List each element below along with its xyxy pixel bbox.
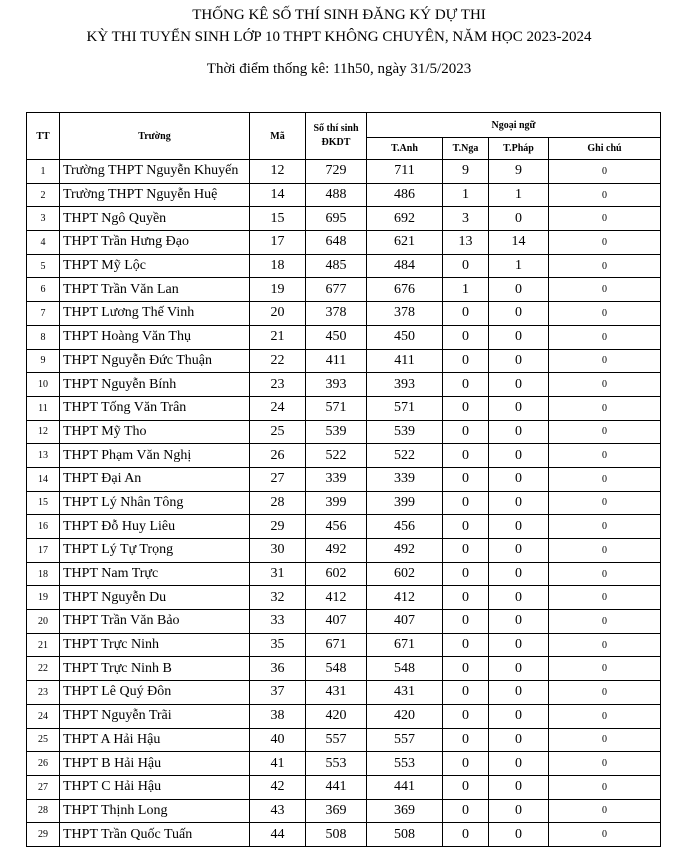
table-row	[27, 278, 661, 302]
cell-ma: 25	[250, 420, 306, 444]
cell-t-anh: 571	[367, 396, 443, 420]
cell-so-thi-sinh: 508	[306, 823, 367, 847]
cell-truong: THPT Nam Trực	[60, 562, 250, 586]
cell-tt: 7	[27, 302, 60, 326]
cell-truong: THPT Trần Hưng Đạo	[60, 231, 250, 255]
cell-tt: 28	[27, 799, 60, 823]
cell-t-nga: 0	[443, 349, 489, 373]
cell-t-phap: 0	[489, 823, 549, 847]
cell-ma: 43	[250, 799, 306, 823]
cell-t-nga: 0	[443, 539, 489, 563]
cell-ghi-chu: 0	[549, 704, 661, 728]
cell-ghi-chu: 0	[549, 183, 661, 207]
cell-t-phap: 1	[489, 254, 549, 278]
cell-truong: THPT Nguyễn Đức Thuận	[60, 349, 250, 373]
cell-t-nga: 1	[443, 183, 489, 207]
cell-t-anh: 369	[367, 799, 443, 823]
cell-t-phap: 0	[489, 302, 549, 326]
table-row	[27, 728, 661, 752]
cell-t-nga: 0	[443, 775, 489, 799]
table-row	[27, 657, 661, 681]
cell-truong: THPT Lương Thế Vinh	[60, 302, 250, 326]
cell-so-thi-sinh: 441	[306, 775, 367, 799]
cell-ghi-chu: 0	[549, 562, 661, 586]
table-row	[27, 610, 661, 634]
table-row	[27, 373, 661, 397]
cell-t-nga: 0	[443, 302, 489, 326]
cell-tt: 6	[27, 278, 60, 302]
table-row	[27, 302, 661, 326]
cell-ghi-chu: 0	[549, 610, 661, 634]
cell-ma: 15	[250, 207, 306, 231]
statistics-time: Thời điểm thống kê: 11h50, ngày 31/5/2023	[206, 61, 472, 77]
cell-tt: 15	[27, 491, 60, 515]
cell-ma: 40	[250, 728, 306, 752]
cell-t-anh: 412	[367, 586, 443, 610]
cell-t-phap: 0	[489, 278, 549, 302]
cell-so-thi-sinh: 553	[306, 752, 367, 776]
cell-t-nga: 9	[443, 160, 489, 184]
cell-tt: 27	[27, 775, 60, 799]
cell-ghi-chu: 0	[549, 231, 661, 255]
cell-ma: 33	[250, 610, 306, 634]
cell-tt: 23	[27, 681, 60, 705]
header-t-anh: T.Anh	[367, 138, 443, 160]
cell-so-thi-sinh: 488	[306, 183, 367, 207]
cell-ma: 22	[250, 349, 306, 373]
cell-ghi-chu: 0	[549, 396, 661, 420]
table-row	[27, 633, 661, 657]
cell-truong: THPT Nguyễn Du	[60, 586, 250, 610]
cell-so-thi-sinh: 571	[306, 396, 367, 420]
cell-ma: 28	[250, 491, 306, 515]
header-t-nga: T.Nga	[443, 138, 489, 160]
cell-truong: THPT Đỗ Huy Liêu	[60, 515, 250, 539]
cell-t-nga: 0	[443, 681, 489, 705]
cell-tt: 1	[27, 160, 60, 184]
cell-so-thi-sinh: 456	[306, 515, 367, 539]
cell-tt: 9	[27, 349, 60, 373]
cell-t-nga: 0	[443, 491, 489, 515]
cell-t-phap: 0	[489, 799, 549, 823]
cell-t-nga: 0	[443, 515, 489, 539]
cell-t-phap: 0	[489, 728, 549, 752]
cell-ghi-chu: 0	[549, 302, 661, 326]
cell-tt: 24	[27, 704, 60, 728]
table-row	[27, 396, 661, 420]
cell-tt: 10	[27, 373, 60, 397]
cell-t-nga: 0	[443, 586, 489, 610]
cell-t-anh: 522	[367, 444, 443, 468]
cell-ma: 24	[250, 396, 306, 420]
table-row	[27, 515, 661, 539]
cell-t-anh: 431	[367, 681, 443, 705]
cell-so-thi-sinh: 729	[306, 160, 367, 184]
table-row	[27, 349, 661, 373]
cell-t-phap: 14	[489, 231, 549, 255]
table-row	[27, 562, 661, 586]
table-row	[27, 681, 661, 705]
cell-t-nga: 0	[443, 704, 489, 728]
cell-t-anh: 557	[367, 728, 443, 752]
table-row	[27, 775, 661, 799]
cell-t-phap: 0	[489, 775, 549, 799]
cell-t-phap: 0	[489, 633, 549, 657]
cell-t-nga: 0	[443, 752, 489, 776]
cell-ghi-chu: 0	[549, 467, 661, 491]
cell-truong: THPT Trần Văn Bảo	[60, 610, 250, 634]
table-row	[27, 444, 661, 468]
table-row	[27, 539, 661, 563]
cell-so-thi-sinh: 407	[306, 610, 367, 634]
cell-t-nga: 3	[443, 207, 489, 231]
cell-ghi-chu: 0	[549, 444, 661, 468]
cell-t-anh: 441	[367, 775, 443, 799]
cell-ma: 20	[250, 302, 306, 326]
cell-ghi-chu: 0	[549, 207, 661, 231]
header-ngoai-ngu: Ngoại ngữ	[367, 113, 661, 138]
cell-t-nga: 0	[443, 562, 489, 586]
cell-so-thi-sinh: 522	[306, 444, 367, 468]
cell-ma: 23	[250, 373, 306, 397]
cell-ghi-chu: 0	[549, 586, 661, 610]
cell-t-phap: 0	[489, 420, 549, 444]
cell-tt: 22	[27, 657, 60, 681]
cell-t-phap: 0	[489, 207, 549, 231]
cell-ghi-chu: 0	[549, 515, 661, 539]
cell-tt: 14	[27, 467, 60, 491]
cell-t-phap: 0	[489, 586, 549, 610]
cell-truong: THPT B Hải Hậu	[60, 752, 250, 776]
cell-t-nga: 0	[443, 254, 489, 278]
cell-ma: 30	[250, 539, 306, 563]
cell-so-thi-sinh: 411	[306, 349, 367, 373]
cell-t-phap: 0	[489, 515, 549, 539]
cell-t-anh: 456	[367, 515, 443, 539]
table-row	[27, 467, 661, 491]
table-row	[27, 704, 661, 728]
header-ma: Mã	[250, 113, 306, 160]
cell-truong: THPT Trần Văn Lan	[60, 278, 250, 302]
cell-t-anh: 508	[367, 823, 443, 847]
cell-truong: THPT Hoàng Văn Thụ	[60, 325, 250, 349]
cell-ghi-chu: 0	[549, 775, 661, 799]
table-body	[27, 160, 661, 847]
cell-t-anh: 692	[367, 207, 443, 231]
cell-t-phap: 0	[489, 396, 549, 420]
cell-ghi-chu: 0	[549, 420, 661, 444]
cell-ghi-chu: 0	[549, 539, 661, 563]
cell-ghi-chu: 0	[549, 823, 661, 847]
cell-t-phap: 0	[489, 467, 549, 491]
cell-so-thi-sinh: 378	[306, 302, 367, 326]
cell-so-thi-sinh: 485	[306, 254, 367, 278]
cell-truong: THPT Lý Nhân Tông	[60, 491, 250, 515]
cell-t-anh: 553	[367, 752, 443, 776]
cell-truong: THPT Mỹ Lộc	[60, 254, 250, 278]
cell-ghi-chu: 0	[549, 752, 661, 776]
cell-tt: 20	[27, 610, 60, 634]
cell-t-nga: 0	[443, 799, 489, 823]
cell-ghi-chu: 0	[549, 349, 661, 373]
cell-t-nga: 1	[443, 278, 489, 302]
cell-tt: 26	[27, 752, 60, 776]
cell-t-anh: 393	[367, 373, 443, 397]
cell-truong: Trường THPT Nguyễn Khuyến	[60, 160, 250, 184]
cell-truong: THPT Trực Ninh B	[60, 657, 250, 681]
cell-t-anh: 711	[367, 160, 443, 184]
cell-t-phap: 0	[489, 539, 549, 563]
cell-truong: THPT Ngô Quyền	[60, 207, 250, 231]
cell-so-thi-sinh: 369	[306, 799, 367, 823]
cell-so-thi-sinh: 671	[306, 633, 367, 657]
cell-t-anh: 407	[367, 610, 443, 634]
cell-t-nga: 13	[443, 231, 489, 255]
cell-so-thi-sinh: 539	[306, 420, 367, 444]
cell-ma: 36	[250, 657, 306, 681]
cell-t-anh: 450	[367, 325, 443, 349]
cell-truong: THPT A Hải Hậu	[60, 728, 250, 752]
cell-ghi-chu: 0	[549, 633, 661, 657]
cell-truong: THPT Thịnh Long	[60, 799, 250, 823]
header-t-phap: T.Pháp	[489, 138, 549, 160]
table-row	[27, 160, 661, 184]
table-row	[27, 325, 661, 349]
cell-t-nga: 0	[443, 467, 489, 491]
cell-truong: THPT Mỹ Tho	[60, 420, 250, 444]
cell-ma: 31	[250, 562, 306, 586]
cell-t-phap: 0	[489, 562, 549, 586]
cell-t-nga: 0	[443, 396, 489, 420]
cell-t-phap: 0	[489, 657, 549, 681]
table-row	[27, 799, 661, 823]
header-ghi-chu: Ghi chú	[549, 138, 661, 160]
cell-so-thi-sinh: 695	[306, 207, 367, 231]
cell-ma: 21	[250, 325, 306, 349]
table-row	[27, 586, 661, 610]
cell-tt: 25	[27, 728, 60, 752]
cell-tt: 21	[27, 633, 60, 657]
cell-tt: 5	[27, 254, 60, 278]
cell-ma: 44	[250, 823, 306, 847]
table-row	[27, 752, 661, 776]
cell-tt: 16	[27, 515, 60, 539]
cell-truong: Trường THPT Nguyễn Huệ	[60, 183, 250, 207]
title-line-1: THỐNG KÊ SỐ THÍ SINH ĐĂNG KÝ DỰ THI	[192, 7, 486, 23]
table-row	[27, 491, 661, 515]
cell-t-phap: 0	[489, 752, 549, 776]
cell-truong: THPT Lý Tự Trọng	[60, 539, 250, 563]
cell-ghi-chu: 0	[549, 491, 661, 515]
cell-t-anh: 492	[367, 539, 443, 563]
cell-truong: THPT Trần Quốc Tuấn	[60, 823, 250, 847]
cell-ma: 14	[250, 183, 306, 207]
cell-ma: 41	[250, 752, 306, 776]
cell-t-phap: 1	[489, 183, 549, 207]
cell-ghi-chu: 0	[549, 681, 661, 705]
cell-so-thi-sinh: 450	[306, 325, 367, 349]
table-row	[27, 420, 661, 444]
cell-ghi-chu: 0	[549, 278, 661, 302]
cell-ma: 37	[250, 681, 306, 705]
cell-ma: 12	[250, 160, 306, 184]
cell-ghi-chu: 0	[549, 799, 661, 823]
header-truong: Trường	[60, 113, 250, 160]
cell-t-nga: 0	[443, 633, 489, 657]
cell-t-anh: 339	[367, 467, 443, 491]
cell-so-thi-sinh: 412	[306, 586, 367, 610]
cell-so-thi-sinh: 548	[306, 657, 367, 681]
cell-tt: 18	[27, 562, 60, 586]
cell-tt: 29	[27, 823, 60, 847]
cell-ghi-chu: 0	[549, 325, 661, 349]
cell-t-nga: 0	[443, 420, 489, 444]
cell-ma: 19	[250, 278, 306, 302]
cell-tt: 17	[27, 539, 60, 563]
cell-ghi-chu: 0	[549, 657, 661, 681]
cell-t-nga: 0	[443, 444, 489, 468]
table-row	[27, 207, 661, 231]
cell-t-nga: 0	[443, 823, 489, 847]
cell-ghi-chu: 0	[549, 254, 661, 278]
cell-ma: 17	[250, 231, 306, 255]
cell-so-thi-sinh: 393	[306, 373, 367, 397]
cell-t-phap: 0	[489, 704, 549, 728]
cell-ghi-chu: 0	[549, 160, 661, 184]
cell-t-anh: 486	[367, 183, 443, 207]
title-line-2: KỲ THI TUYỂN SINH LỚP 10 THPT KHÔNG CHUYÊN, NĂM HỌC 2023-2024	[86, 29, 592, 45]
cell-t-anh: 420	[367, 704, 443, 728]
cell-so-thi-sinh: 648	[306, 231, 367, 255]
cell-t-nga: 0	[443, 373, 489, 397]
cell-tt: 11	[27, 396, 60, 420]
table-row	[27, 254, 661, 278]
header-so-thi-sinh: Số thí sinh ĐKDT	[306, 113, 367, 160]
table-row	[27, 823, 661, 847]
cell-t-anh: 671	[367, 633, 443, 657]
cell-t-anh: 621	[367, 231, 443, 255]
cell-truong: THPT Tống Văn Trân	[60, 396, 250, 420]
cell-tt: 4	[27, 231, 60, 255]
cell-tt: 8	[27, 325, 60, 349]
cell-t-phap: 0	[489, 681, 549, 705]
cell-truong: THPT Trực Ninh	[60, 633, 250, 657]
cell-ma: 26	[250, 444, 306, 468]
cell-so-thi-sinh: 339	[306, 467, 367, 491]
cell-truong: THPT C Hải Hậu	[60, 775, 250, 799]
cell-ma: 32	[250, 586, 306, 610]
cell-ma: 42	[250, 775, 306, 799]
cell-truong: THPT Phạm Văn Nghị	[60, 444, 250, 468]
cell-t-anh: 484	[367, 254, 443, 278]
cell-t-nga: 0	[443, 325, 489, 349]
cell-t-phap: 0	[489, 444, 549, 468]
cell-t-phap: 0	[489, 373, 549, 397]
cell-t-nga: 0	[443, 728, 489, 752]
cell-t-phap: 9	[489, 160, 549, 184]
cell-ma: 18	[250, 254, 306, 278]
table-row	[27, 183, 661, 207]
cell-so-thi-sinh: 492	[306, 539, 367, 563]
cell-tt: 12	[27, 420, 60, 444]
cell-t-anh: 548	[367, 657, 443, 681]
cell-t-phap: 0	[489, 491, 549, 515]
cell-so-thi-sinh: 677	[306, 278, 367, 302]
cell-ghi-chu: 0	[549, 728, 661, 752]
cell-t-anh: 378	[367, 302, 443, 326]
cell-t-anh: 399	[367, 491, 443, 515]
cell-so-thi-sinh: 399	[306, 491, 367, 515]
registration-table	[26, 112, 661, 847]
cell-so-thi-sinh: 431	[306, 681, 367, 705]
cell-tt: 19	[27, 586, 60, 610]
cell-tt: 3	[27, 207, 60, 231]
cell-truong: THPT Nguyễn Trãi	[60, 704, 250, 728]
table-row	[27, 231, 661, 255]
cell-ma: 27	[250, 467, 306, 491]
cell-t-anh: 411	[367, 349, 443, 373]
cell-so-thi-sinh: 602	[306, 562, 367, 586]
cell-so-thi-sinh: 557	[306, 728, 367, 752]
cell-ma: 38	[250, 704, 306, 728]
cell-t-anh: 539	[367, 420, 443, 444]
cell-t-nga: 0	[443, 610, 489, 634]
cell-t-nga: 0	[443, 657, 489, 681]
cell-ghi-chu: 0	[549, 373, 661, 397]
cell-so-thi-sinh: 420	[306, 704, 367, 728]
cell-truong: THPT Lê Quý Đôn	[60, 681, 250, 705]
cell-truong: THPT Đại An	[60, 467, 250, 491]
cell-t-phap: 0	[489, 325, 549, 349]
cell-t-anh: 676	[367, 278, 443, 302]
cell-t-phap: 0	[489, 349, 549, 373]
cell-t-anh: 602	[367, 562, 443, 586]
cell-ma: 29	[250, 515, 306, 539]
cell-t-phap: 0	[489, 610, 549, 634]
cell-ma: 35	[250, 633, 306, 657]
cell-truong: THPT Nguyễn Bính	[60, 373, 250, 397]
cell-tt: 13	[27, 444, 60, 468]
header-tt: TT	[27, 113, 60, 160]
cell-tt: 2	[27, 183, 60, 207]
